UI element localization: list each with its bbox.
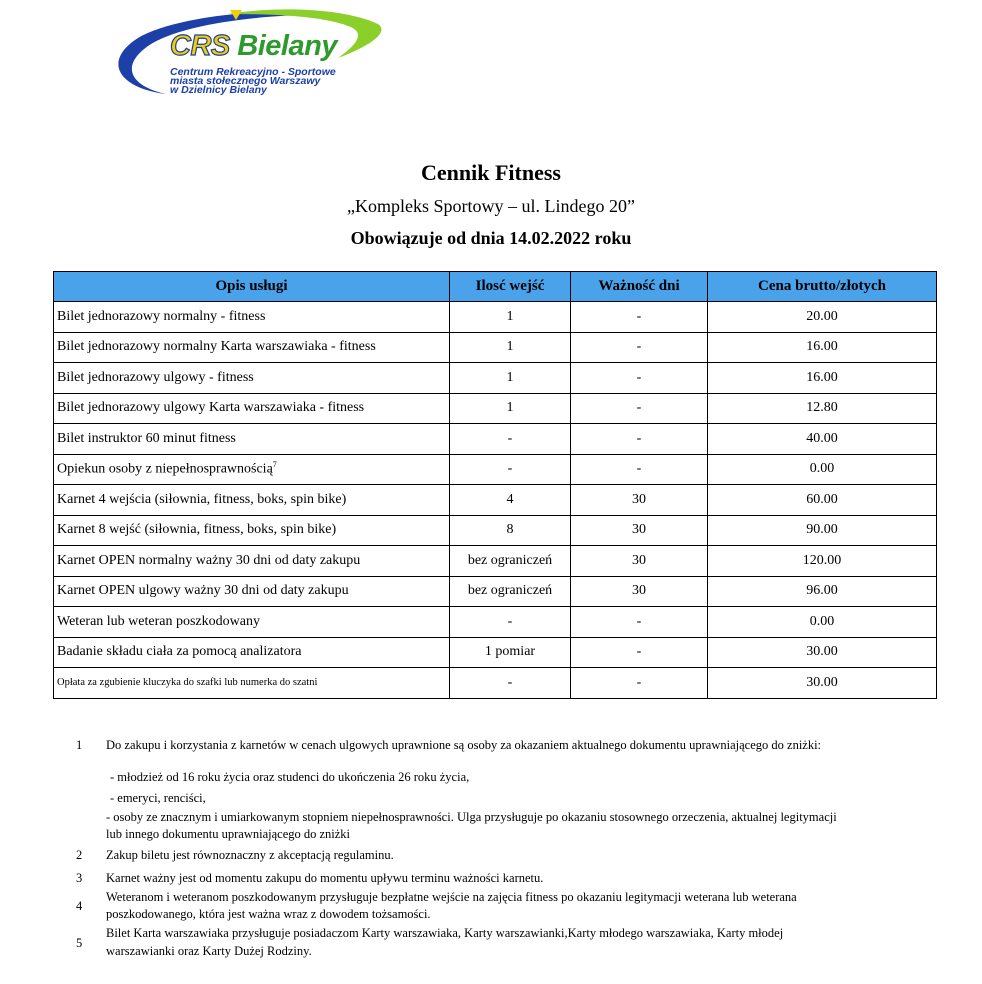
note-number: 5 [76,936,83,950]
table-row [54,576,937,607]
note-text: poszkodowanego, która jest ważna wraz z dowodem tożsamości. [106,907,431,921]
row-price: 12.80 [708,393,937,424]
column-header-description: Opis usługi [54,272,450,302]
table-row [54,607,937,638]
table-row [54,485,937,516]
row-entries: 1 [450,302,571,333]
note-number: 4 [76,899,83,913]
row-description [54,454,450,485]
row-validity: - [571,668,708,699]
row-entries: 1 [450,332,571,363]
row-price: 120.00 [708,546,937,577]
price-table [53,271,937,699]
note-text: warszawianki oraz Karty Dużej Rodziny. [106,944,312,958]
footnote-marker: 7 [272,460,277,470]
row-description: Karnet OPEN normalny ważny 30 dni od daty zakupu [54,546,450,577]
column-header-entries: Ilosć wejść [450,272,571,302]
page-title: Cennik Fitness [421,160,561,185]
row-validity: - [571,454,708,485]
table-row [54,302,937,333]
row-price: 0.00 [708,607,937,638]
note-text: Zakup biletu jest równoznaczny z akceptacją regulaminu. [106,848,394,862]
note-number: 3 [76,871,83,885]
table-row [54,515,937,546]
row-description: Karnet 4 wejścia (siłownia, fitness, boks, spin bike) [54,485,450,516]
row-description: Opłata za zgubienie kluczyka do szafki lub numerka do szatni [54,668,450,699]
table-row [54,546,937,577]
table-header-row [54,272,937,302]
row-validity: 30 [571,546,708,577]
column-header-validity: Ważność dni [571,272,708,302]
note-number: 2 [76,848,83,862]
row-entries: 4 [450,485,571,516]
row-price: 20.00 [708,302,937,333]
row-price: 90.00 [708,515,937,546]
row-entries: - [450,668,571,699]
table-row [54,424,937,455]
row-price: 0.00 [708,454,937,485]
row-description: Karnet 8 wejść (siłownia, fitness, boks, spin bike) [54,515,450,546]
row-price: 40.00 [708,424,937,455]
note-bullet: - emeryci, renciści, [110,791,206,805]
row-description: Karnet OPEN ulgowy ważny 30 dni od daty zakupu [54,576,450,607]
note-number: 1 [76,738,83,752]
row-description: Bilet jednorazowy normalny - fitness [54,302,450,333]
row-validity: 30 [571,485,708,516]
row-price: 30.00 [708,637,937,668]
row-entries: - [450,607,571,638]
row-description: Bilet jednorazowy normalny Karta warszawiaka - fitness [54,332,450,363]
row-description: Bilet instruktor 60 minut fitness [54,424,450,455]
row-validity: - [571,363,708,394]
table-row [54,668,937,699]
row-entries: 1 [450,393,571,424]
row-validity: - [571,332,708,363]
note-bullet: lub innego dokumentu uprawniającego do zniżki [106,827,351,841]
table-row [54,637,937,668]
note-bullet: - osoby ze znacznym i umiarkowanym stopniem niepełnosprawności. Ulga przysługuje po okazaniu stosownego orzeczenia, aktualnej legitymacji [106,810,837,824]
note-text: Karnet ważny jest od momentu zakupu do momentu upływu terminu ważności karnetu. [106,871,544,885]
row-entries: 1 pomiar [450,637,571,668]
row-price: 16.00 [708,363,937,394]
table-row [54,363,937,394]
row-price: 16.00 [708,332,937,363]
row-entries: bez ograniczeń [450,576,571,607]
row-entries: 8 [450,515,571,546]
note-text: Weteranom i weteranom poszkodowanym przysługuje bezpłatne wejście na zajęcia fitness po okazaniu legitymacji weterana lub weterana [106,890,797,904]
logo-title: CRS Bielany [170,30,337,62]
logo-subtitle: Centrum Rekreacyjno - Sportowe miasta stołecznego Warszawy w Dzielnicy Bielany [170,66,336,96]
table-row [54,332,937,363]
row-validity: - [571,302,708,333]
column-header-price: Cena brutto/złotych [708,272,937,302]
row-validity: 30 [571,576,708,607]
row-description: Bilet jednorazowy ulgowy Karta warszawiaka - fitness [54,393,450,424]
table-row [54,393,937,424]
row-description-text: Opiekun osoby z niepełnosprawnością [57,462,273,478]
crs-bielany-logo [108,6,408,102]
note-text: Do zakupu i korzystania z karnetów w cenach ulgowych uprawnione są osoby za okazaniem aktualnego dokumentu uprawniającego do zniżki: [106,738,822,752]
row-validity: - [571,393,708,424]
row-price: 30.00 [708,668,937,699]
row-entries: - [450,454,571,485]
table-row [54,454,937,485]
note-bullet: - młodzież od 16 roku życia oraz studenci do ukończenia 26 roku życia, [110,770,470,784]
note-text: Bilet Karta warszawiaka przysługuje posiadaczom Karty warszawiaka, Karty warszawianki,Karty młodego warszawiaka, Karty młodej [106,926,784,940]
row-price: 96.00 [708,576,937,607]
row-description: Bilet jednorazowy ulgowy - fitness [54,363,450,394]
page-subtitle: „Kompleks Sportowy – ul. Lindego 20” [347,196,635,216]
row-validity: - [571,607,708,638]
row-entries: 1 [450,363,571,394]
row-price: 60.00 [708,485,937,516]
row-validity: - [571,637,708,668]
row-description: Badanie składu ciała za pomocą analizatora [54,637,450,668]
valid-from-date: Obowiązuje od dnia 14.02.2022 roku [350,228,632,248]
row-description: Weteran lub weteran poszkodowany [54,607,450,638]
row-entries: - [450,424,571,455]
row-validity: 30 [571,515,708,546]
row-validity: - [571,424,708,455]
row-entries: bez ograniczeń [450,546,571,577]
